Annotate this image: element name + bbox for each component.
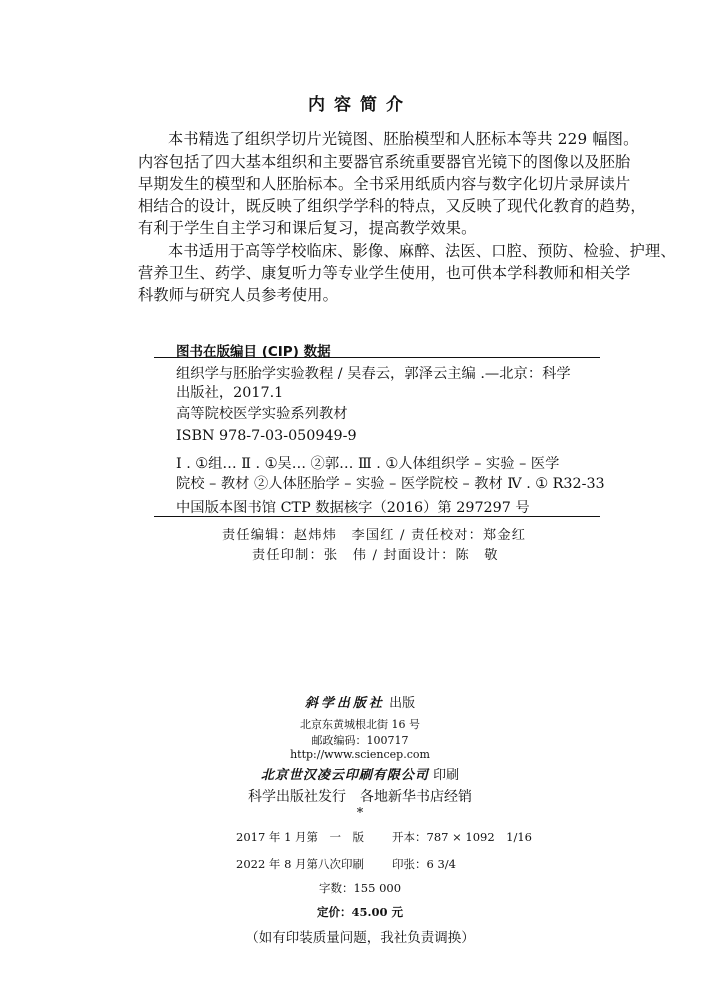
summary-line: 科教师与研究人员参考使用。 [138, 286, 339, 304]
printer-suffix: 印刷 [433, 768, 460, 783]
cip-line: 组织学与胚胎学实验教程 / 吴春云，郭泽云主编 .—北京：科学 [176, 366, 571, 382]
cip-line: 高等院校医学实验系列教材 [176, 406, 348, 422]
cip-top-rule [154, 357, 600, 358]
printer-line [0, 764, 720, 783]
publisher-line [0, 692, 720, 711]
summary-line: 本书精选了组织学切片光镜图、胚胎模型和人胚标本等共 229 幅图。 [168, 130, 639, 148]
quality-notice: （如有印装质量问题，我社负责调换） [245, 930, 475, 946]
summary-line: 有利于学生自主学习和课后复习，提高教学效果。 [138, 219, 477, 237]
book-format: 开本：787 × 1092 1/16 [392, 830, 532, 844]
summary-line: 早期发生的模型和人胚胎标本。全书采用纸质内容与数字化切片录屏读片 [138, 175, 631, 193]
publisher-logo-text: 斜学出版社 [304, 696, 385, 711]
summary-title: 内容简介 [308, 95, 412, 115]
first-edition: 2017 年 1 月第 一 版 [236, 830, 365, 844]
printer-logo-text: 北京世汉凌云印刷有限公司 [260, 768, 429, 783]
cip-heading: 图书在版编目 (CIP) 数据 [176, 344, 331, 360]
publisher-postcode: 邮政编码：100717 [311, 734, 409, 747]
price-line [0, 904, 720, 920]
publisher-suffix: 出版 [389, 696, 416, 711]
separator-star: * [356, 806, 364, 821]
printing-info: 2022 年 8 月第八次印刷 [236, 857, 365, 871]
price-label: 定价： [316, 905, 352, 919]
publisher-url: http://www.sciencep.com [290, 748, 430, 761]
print-sheets: 印张：6 3/4 [392, 857, 456, 871]
publisher-address: 北京东黄城根北街 16 号 [300, 718, 420, 731]
cip-line: Ⅰ . ①组… Ⅱ . ①吴… ②郭… Ⅲ . ①人体组织学 – 实验 – 医学 [176, 456, 560, 472]
summary-line: 营养卫生、药学、康复听力等专业学生使用，也可供本学科教师和相关学 [138, 264, 631, 282]
summary-line: 内容包括了四大基本组织和主要器官系统重要器官光镜下的图像以及胚胎 [138, 153, 631, 171]
credits-line: 责任编辑：赵炜炜 李国红 / 责任校对：郑金红 [222, 528, 527, 543]
cip-line: ISBN 978-7-03-050949-9 [176, 428, 357, 444]
summary-line: 相结合的设计，既反映了组织学学科的特点，又反映了现代化教育的趋势， [138, 197, 646, 215]
cip-line: 出版社，2017.1 [176, 385, 284, 401]
word-count: 字数：155 000 [318, 881, 402, 895]
credits-line: 责任印制：张 伟 / 封面设计：陈 敬 [252, 548, 499, 563]
cip-bottom-rule [154, 516, 600, 517]
distribution-line: 科学出版社发行 各地新华书店经销 [248, 789, 472, 805]
price-value: 45.00 元 [351, 905, 403, 919]
cip-line: 中国版本图书馆 CTP 数据核字（2016）第 297297 号 [176, 500, 530, 516]
cip-line: 院校 – 教材 ②人体胚胎学 – 实验 – 医学院校 – 教材 Ⅳ . ① R32-33 [176, 476, 605, 492]
summary-line: 本书适用于高等学校临床、影像、麻醉、法医、口腔、预防、检验、护理、 [168, 242, 676, 260]
